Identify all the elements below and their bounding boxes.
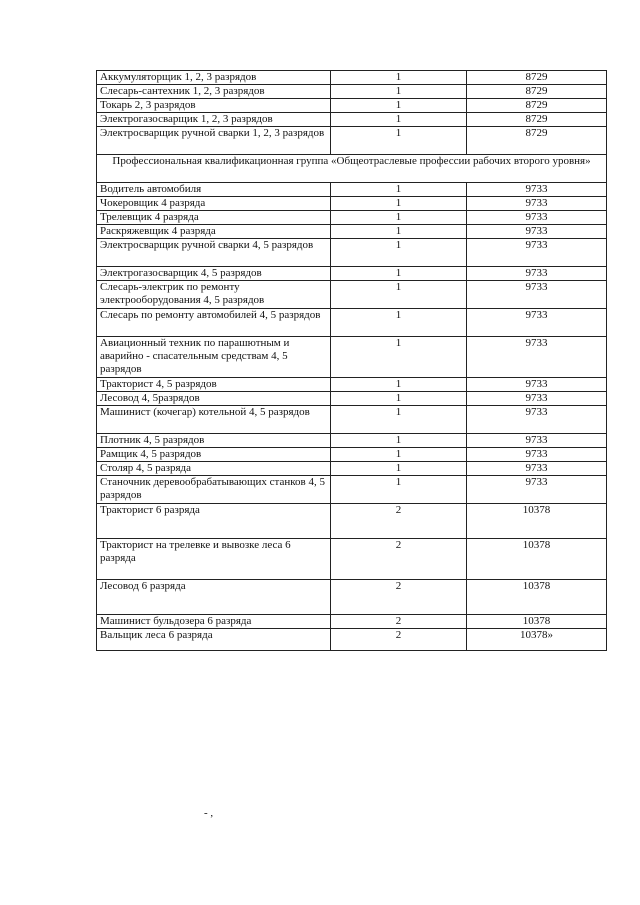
salary-cell: 8729: [467, 71, 607, 85]
salary-cell: 9733: [467, 309, 607, 337]
profession-cell: Тракторист 4, 5 разрядов: [97, 378, 331, 392]
table-row: [97, 127, 607, 155]
table-row: [97, 539, 607, 580]
salary-cell: 10378: [467, 539, 607, 580]
profession-cell: Тракторист 6 разряда: [97, 504, 331, 539]
qualification-level-cell: 2: [331, 504, 467, 539]
profession-cell: Аккумуляторщик 1, 2, 3 разрядов: [97, 71, 331, 85]
table-row: [97, 183, 607, 197]
salary-cell: 8729: [467, 113, 607, 127]
table-row: [97, 113, 607, 127]
salary-cell: 9733: [467, 197, 607, 211]
qualification-level-cell: 1: [331, 448, 467, 462]
qualification-level-cell: 1: [331, 337, 467, 378]
table-row: [97, 85, 607, 99]
profession-cell: Электросварщик ручной сварки 4, 5 разрядов: [97, 239, 331, 267]
qualification-level-cell: 1: [331, 378, 467, 392]
qualification-level-cell: 1: [331, 434, 467, 448]
qualification-level-cell: 1: [331, 406, 467, 434]
salary-table: [96, 70, 607, 651]
profession-cell: Станочник деревообрабатывающих станков 4, 5 разрядов: [97, 476, 331, 504]
profession-cell: Плотник 4, 5 разрядов: [97, 434, 331, 448]
qualification-level-cell: 2: [331, 539, 467, 580]
qualification-level-cell: 1: [331, 225, 467, 239]
salary-cell: 9733: [467, 211, 607, 225]
table-row: [97, 225, 607, 239]
table-row: [97, 476, 607, 504]
qualification-level-cell: 1: [331, 85, 467, 99]
qualification-level-cell: 1: [331, 71, 467, 85]
salary-cell: 9733: [467, 267, 607, 281]
qualification-level-cell: 1: [331, 239, 467, 267]
profession-cell: Электрогазосварщик 1, 2, 3 разрядов: [97, 113, 331, 127]
table-row: [97, 239, 607, 267]
table-row: [97, 434, 607, 448]
qualification-level-cell: 2: [331, 580, 467, 615]
profession-cell: Слесарь по ремонту автомобилей 4, 5 разрядов: [97, 309, 331, 337]
group-header-cell: Профессиональная квалификационная группа «Общеотраслевые профессии рабочих второго уровня»: [97, 155, 607, 183]
table-row: [97, 406, 607, 434]
table-row: [97, 99, 607, 113]
qualification-level-cell: 1: [331, 476, 467, 504]
salary-cell: 9733: [467, 462, 607, 476]
qualification-level-cell: 1: [331, 281, 467, 309]
salary-cell: 8729: [467, 127, 607, 155]
qualification-level-cell: 1: [331, 309, 467, 337]
profession-cell: Токарь 2, 3 разрядов: [97, 99, 331, 113]
profession-cell: Электросварщик ручной сварки 1, 2, 3 разрядов: [97, 127, 331, 155]
page-footer-mark: - ,: [204, 807, 214, 819]
table-row: [97, 629, 607, 651]
salary-cell: 9733: [467, 183, 607, 197]
salary-cell: 8729: [467, 85, 607, 99]
profession-cell: Машинист бульдозера 6 разряда: [97, 615, 331, 629]
table-row: [97, 448, 607, 462]
salary-cell: 9733: [467, 378, 607, 392]
salary-cell: 9733: [467, 406, 607, 434]
profession-cell: Чокеровщик 4 разряда: [97, 197, 331, 211]
table-row: [97, 211, 607, 225]
profession-cell: Раскряжевщик 4 разряда: [97, 225, 331, 239]
table-row: [97, 615, 607, 629]
profession-cell: Лесовод 6 разряда: [97, 580, 331, 615]
salary-cell: 9733: [467, 337, 607, 378]
salary-cell: 9733: [467, 434, 607, 448]
qualification-level-cell: 1: [331, 392, 467, 406]
profession-cell: Тракторист на трелевке и вывозке леса 6 разряда: [97, 539, 331, 580]
salary-cell: 9733: [467, 392, 607, 406]
profession-cell: Лесовод 4, 5разрядов: [97, 392, 331, 406]
table-row: [97, 392, 607, 406]
salary-cell: 9733: [467, 281, 607, 309]
qualification-level-cell: 1: [331, 183, 467, 197]
qualification-level-cell: 1: [331, 127, 467, 155]
table-row: [97, 337, 607, 378]
table-row: [97, 309, 607, 337]
profession-cell: Электрогазосварщик 4, 5 разрядов: [97, 267, 331, 281]
qualification-level-cell: 2: [331, 615, 467, 629]
qualification-level-cell: 1: [331, 99, 467, 113]
salary-cell: 9733: [467, 225, 607, 239]
table-row: [97, 462, 607, 476]
profession-cell: Слесарь-электрик по ремонту электрооборудования 4, 5 разрядов: [97, 281, 331, 309]
salary-cell: 10378: [467, 504, 607, 539]
profession-cell: Слесарь-сантехник 1, 2, 3 разрядов: [97, 85, 331, 99]
qualification-level-cell: 1: [331, 113, 467, 127]
profession-cell: Столяр 4, 5 разряда: [97, 462, 331, 476]
profession-cell: Трелевщик 4 разряда: [97, 211, 331, 225]
table-row: [97, 71, 607, 85]
group-header-row: [97, 155, 607, 183]
salary-cell: 10378: [467, 580, 607, 615]
table-row: [97, 281, 607, 309]
salary-cell: 9733: [467, 448, 607, 462]
qualification-level-cell: 1: [331, 462, 467, 476]
profession-cell: Машинист (кочегар) котельной 4, 5 разрядов: [97, 406, 331, 434]
salary-cell: 10378»: [467, 629, 607, 651]
salary-cell: 9733: [467, 239, 607, 267]
table-row: [97, 378, 607, 392]
salary-table-body: [97, 71, 607, 651]
salary-cell: 8729: [467, 99, 607, 113]
qualification-level-cell: 1: [331, 197, 467, 211]
table-row: [97, 267, 607, 281]
qualification-level-cell: 2: [331, 629, 467, 651]
qualification-level-cell: 1: [331, 211, 467, 225]
table-row: [97, 197, 607, 211]
salary-cell: 10378: [467, 615, 607, 629]
salary-cell: 9733: [467, 476, 607, 504]
profession-cell: Авиационный техник по парашютным и аварийно - спасательным средствам 4, 5 разрядов: [97, 337, 331, 378]
table-row: [97, 504, 607, 539]
profession-cell: Вальщик леса 6 разряда: [97, 629, 331, 651]
profession-cell: Рамщик 4, 5 разрядов: [97, 448, 331, 462]
profession-cell: Водитель автомобиля: [97, 183, 331, 197]
qualification-level-cell: 1: [331, 267, 467, 281]
table-row: [97, 580, 607, 615]
